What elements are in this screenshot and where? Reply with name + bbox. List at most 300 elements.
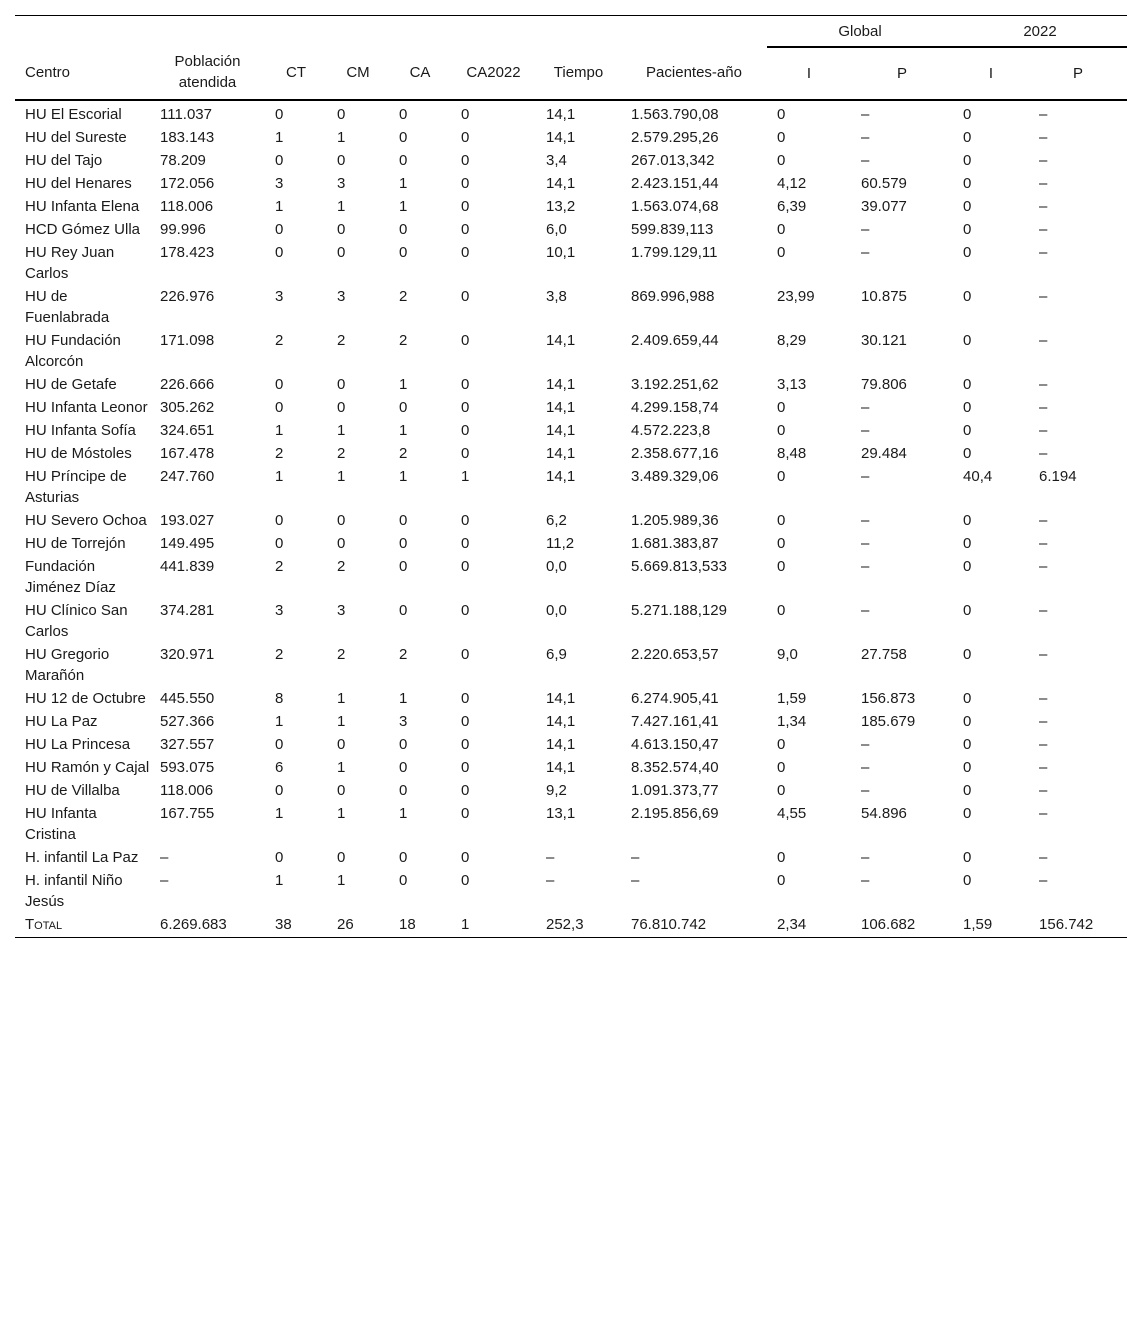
total-pacientes: 76.810.742 [621,913,767,938]
cell-ct: 0 [275,399,284,416]
cell-global-i: 8,29 [777,332,807,349]
cell-pacientes: 599.839,113 [631,221,714,238]
cell-poblacion: 445.550 [160,690,215,707]
cell-pacientes: 1.563.074,68 [631,198,719,215]
table-row [15,599,1127,643]
cell-ca: 0 [399,129,408,146]
table-row [15,241,1127,285]
cell-poblacion: 171.098 [160,332,215,349]
cell-tiempo: 9,2 [546,782,567,799]
data-table [15,15,1127,938]
cell-ca2022: 0 [461,399,470,416]
cell-ct: 1 [275,422,284,439]
group-header-global: Global [767,16,953,48]
cell-ct: 1 [275,805,284,822]
table-row [15,733,1127,756]
cell-centro: HU Fundación Alcorcón [25,332,121,370]
cell-tiempo: – [546,849,555,866]
cell-cm: 1 [337,422,346,439]
cell-ca2022: 0 [461,713,470,730]
table-row [15,532,1127,555]
cell-centro: HU La Princesa [25,736,131,753]
cell-ca2022: 0 [461,175,470,192]
cell-2022-i: 0 [963,332,972,349]
cell-pacientes: 3.489.329,06 [631,468,719,485]
cell-ct: 2 [275,445,284,462]
col-header-2022-i: I [953,47,1029,100]
total-ct: 38 [265,913,327,938]
cell-poblacion: 172.056 [160,175,215,192]
cell-2022-p: – [1039,221,1048,238]
cell-ca2022: 0 [461,221,470,238]
cell-centro: HU La Paz [25,713,98,730]
total-global-i: 2,34 [767,913,851,938]
cell-global-p: 79.806 [861,376,907,393]
table-row [15,373,1127,396]
col-header-ca2022: CA2022 [451,47,536,100]
cell-global-p: – [861,244,870,261]
cell-ca: 0 [399,558,408,575]
cell-tiempo: 14,1 [546,422,576,439]
cell-centro: HU Infanta Cristina [25,805,97,843]
table-row [15,710,1127,733]
cell-pacientes: 2.423.151,44 [631,175,719,192]
cell-2022-i: 0 [963,558,972,575]
cell-poblacion: 178.423 [160,244,215,261]
cell-centro: H. infantil La Paz [25,849,139,866]
cell-2022-i: 0 [963,535,972,552]
cell-2022-i: 0 [963,221,972,238]
col-header-centro: Centro [15,47,150,100]
cell-2022-p: – [1039,602,1048,619]
cell-global-p: 27.758 [861,646,907,663]
cell-ca2022: 0 [461,782,470,799]
cell-pacientes: 4.572.223,8 [631,422,711,439]
cell-cm: 3 [337,175,346,192]
cell-ca: 1 [399,690,408,707]
cell-tiempo: 13,2 [546,198,576,215]
cell-global-i: 9,0 [777,646,798,663]
cell-centro: HU 12 de Octubre [25,690,146,707]
cell-ca2022: 0 [461,152,470,169]
cell-ca: 0 [399,872,408,889]
cell-global-p: – [861,399,870,416]
table-row [15,802,1127,846]
cell-2022-i: 0 [963,512,972,529]
table-row [15,195,1127,218]
cell-2022-p: – [1039,244,1048,261]
cell-tiempo: 14,1 [546,106,576,123]
cell-ca: 0 [399,152,408,169]
cell-pacientes: 5.669.813,533 [631,558,727,575]
cell-ca2022: 0 [461,288,470,305]
cell-2022-i: 40,4 [963,468,993,485]
cell-global-p: – [861,782,870,799]
cell-pacientes: – [631,849,640,866]
cell-global-p: 39.077 [861,198,907,215]
cell-cm: 0 [337,782,346,799]
cell-global-p: – [861,468,870,485]
cell-cm: 1 [337,690,346,707]
cell-global-p: 29.484 [861,445,907,462]
cell-ca2022: 0 [461,332,470,349]
cell-2022-i: 0 [963,805,972,822]
col-header-2022-p: P [1029,47,1127,100]
cell-2022-i: 0 [963,736,972,753]
cell-global-i: 0 [777,422,786,439]
group-header-2022: 2022 [953,16,1127,48]
cell-cm: 0 [337,399,346,416]
cell-centro: HU de Villalba [25,782,120,799]
cell-poblacion: 593.075 [160,759,215,776]
cell-tiempo: 14,1 [546,332,576,349]
cell-tiempo: 14,1 [546,129,576,146]
cell-pacientes: 869.996,988 [631,288,715,305]
cell-poblacion: 118.006 [160,782,214,799]
cell-centro: HU de Torrejón [25,535,126,552]
cell-pacientes: 2.579.295,26 [631,129,719,146]
table-row [15,172,1127,195]
cell-tiempo: 14,1 [546,175,576,192]
cell-global-p: 30.121 [861,332,907,349]
total-poblacion: 6.269.683 [150,913,265,938]
cell-global-i: 0 [777,468,786,485]
cell-2022-p: – [1039,872,1048,889]
cell-global-i: 0 [777,849,786,866]
cell-ct: 1 [275,872,284,889]
header-spacer [15,16,767,48]
cell-poblacion: 441.839 [160,558,215,575]
cell-ca2022: 0 [461,805,470,822]
cell-ca: 0 [399,736,408,753]
table-row [15,846,1127,869]
cell-global-i: 0 [777,399,786,416]
cell-ca2022: 1 [461,468,470,485]
cell-2022-p: – [1039,445,1048,462]
total-tiempo: 252,3 [536,913,621,938]
cell-poblacion: 226.976 [160,288,215,305]
cell-ct: 3 [275,175,284,192]
cell-tiempo: 14,1 [546,445,576,462]
total-2022-p: 156.742 [1029,913,1127,938]
cell-2022-i: 0 [963,129,972,146]
cell-ca: 0 [399,759,408,776]
cell-2022-i: 0 [963,849,972,866]
cell-ca2022: 0 [461,445,470,462]
cell-2022-p: – [1039,535,1048,552]
cell-ca2022: 0 [461,422,470,439]
cell-global-p: – [861,602,870,619]
cell-poblacion: 305.262 [160,399,215,416]
cell-tiempo: 10,1 [546,244,576,261]
table-row [15,756,1127,779]
cell-ca: 1 [399,468,408,485]
cell-2022-i: 0 [963,422,972,439]
cell-tiempo: 14,1 [546,399,576,416]
cell-global-i: 0 [777,558,786,575]
table-body [15,100,1127,938]
cell-2022-p: – [1039,106,1048,123]
cell-global-i: 4,12 [777,175,807,192]
col-header-global-i: I [767,47,851,100]
cell-2022-i: 0 [963,782,972,799]
cell-centro: HU Ramón y Cajal [25,759,150,776]
col-header-cm: CM [327,47,389,100]
cell-2022-p: – [1039,129,1048,146]
cell-ct: 1 [275,713,284,730]
cell-pacientes: 1.681.383,87 [631,535,719,552]
cell-2022-p: – [1039,713,1048,730]
cell-cm: 0 [337,512,346,529]
cell-2022-p: 6.194 [1039,468,1077,485]
cell-cm: 1 [337,872,346,889]
cell-ct: 0 [275,512,284,529]
cell-poblacion: 527.366 [160,713,215,730]
cell-cm: 3 [337,602,346,619]
table-row [15,442,1127,465]
table-row [15,419,1127,442]
cell-ct: 0 [275,152,284,169]
cell-global-p: – [861,221,870,238]
cell-tiempo: 6,0 [546,221,567,238]
cell-tiempo: 0,0 [546,602,567,619]
cell-poblacion: 78.209 [160,152,206,169]
cell-tiempo: 14,1 [546,713,576,730]
cell-cm: 1 [337,805,346,822]
cell-tiempo: 3,8 [546,288,567,305]
cell-global-i: 0 [777,759,786,776]
total-ca2022: 1 [451,913,536,938]
cell-global-i: 0 [777,106,786,123]
cell-2022-p: – [1039,175,1048,192]
cell-global-p: – [861,106,870,123]
cell-centro: HU del Henares [25,175,132,192]
cell-ct: 3 [275,288,284,305]
cell-cm: 0 [337,535,346,552]
cell-poblacion: 111.037 [160,106,212,123]
cell-poblacion: 118.006 [160,198,214,215]
cell-cm: 0 [337,244,346,261]
cell-ca2022: 0 [461,736,470,753]
cell-2022-i: 0 [963,376,972,393]
cell-centro: HU Gregorio Marañón [25,646,110,684]
cell-tiempo: 6,2 [546,512,567,529]
cell-2022-p: – [1039,558,1048,575]
cell-ct: 2 [275,558,284,575]
cell-ct: 0 [275,849,284,866]
cell-ca: 0 [399,399,408,416]
cell-global-i: 0 [777,535,786,552]
cell-2022-p: – [1039,782,1048,799]
cell-ca2022: 0 [461,558,470,575]
cell-pacientes: 2.220.653,57 [631,646,719,663]
cell-cm: 0 [337,849,346,866]
cell-ct: 1 [275,468,284,485]
cell-ct: 0 [275,782,284,799]
cell-centro: HU Infanta Sofía [25,422,136,439]
cell-global-i: 0 [777,129,786,146]
cell-centro: HU Príncipe de Asturias [25,468,127,506]
cell-poblacion: 99.996 [160,221,206,238]
cell-ct: 2 [275,332,284,349]
table-row [15,779,1127,802]
cell-pacientes: 2.409.659,44 [631,332,719,349]
cell-cm: 2 [337,646,346,663]
cell-ca2022: 0 [461,376,470,393]
cell-ct: 0 [275,535,284,552]
cell-global-i: 0 [777,782,786,799]
cell-global-p: – [861,849,870,866]
total-ca: 18 [389,913,451,938]
cell-cm: 0 [337,376,346,393]
cell-global-p: – [861,422,870,439]
cell-ct: 0 [275,376,284,393]
cell-global-i: 23,99 [777,288,815,305]
cell-2022-p: – [1039,198,1048,215]
cell-2022-i: 0 [963,288,972,305]
cell-poblacion: 226.666 [160,376,215,393]
cell-ct: 1 [275,198,284,215]
cell-tiempo: 6,9 [546,646,567,663]
cell-global-i: 1,59 [777,690,807,707]
cell-ct: 2 [275,646,284,663]
cell-centro: HU Rey Juan Carlos [25,244,115,282]
cell-pacientes: 1.563.790,08 [631,106,719,123]
cell-centro: HCD Gómez Ulla [25,221,141,238]
table-row [15,509,1127,532]
cell-2022-i: 0 [963,198,972,215]
cell-tiempo: 14,1 [546,468,576,485]
cell-ca: 0 [399,782,408,799]
cell-tiempo: – [546,872,555,889]
cell-ca: 1 [399,376,408,393]
cell-centro: H. infantil Niño Jesús [25,872,123,910]
table-row [15,126,1127,149]
cell-2022-p: – [1039,759,1048,776]
cell-2022-i: 0 [963,759,972,776]
cell-pacientes: 4.299.158,74 [631,399,719,416]
cell-ct: 6 [275,759,284,776]
cell-ct: 1 [275,129,284,146]
cell-global-p: 156.873 [861,690,916,707]
cell-global-p: 54.896 [861,805,907,822]
cell-cm: 0 [337,736,346,753]
cell-cm: 2 [337,445,346,462]
table-row [15,643,1127,687]
cell-tiempo: 3,4 [546,152,567,169]
cell-tiempo: 14,1 [546,736,576,753]
cell-cm: 3 [337,288,346,305]
cell-ca: 2 [399,445,408,462]
cell-ca2022: 0 [461,759,470,776]
cell-centro: HU de Fuenlabrada [25,288,110,326]
cell-global-p: – [861,872,870,889]
table-row [15,869,1127,913]
cell-global-i: 3,13 [777,376,807,393]
cell-pacientes: 1.091.373,77 [631,782,719,799]
cell-2022-p: – [1039,152,1048,169]
table-row [15,465,1127,509]
cell-ca2022: 0 [461,129,470,146]
table-row [15,149,1127,172]
table-row [15,285,1127,329]
cell-tiempo: 11,2 [546,535,575,552]
col-header-ca: CA [389,47,451,100]
cell-ct: 3 [275,602,284,619]
cell-poblacion: 247.760 [160,468,215,485]
cell-ct: 0 [275,221,284,238]
col-header-tiempo: Tiempo [536,47,621,100]
cell-tiempo: 14,1 [546,376,576,393]
cell-global-p: – [861,759,870,776]
cell-2022-i: 0 [963,399,972,416]
cell-ca: 0 [399,849,408,866]
cell-ca: 2 [399,332,408,349]
cell-centro: Fundación Jiménez Díaz [25,558,116,596]
cell-cm: 2 [337,332,346,349]
cell-2022-p: – [1039,376,1048,393]
cell-cm: 1 [337,713,346,730]
cell-global-p: – [861,129,870,146]
cell-2022-i: 0 [963,872,972,889]
cell-cm: 0 [337,152,346,169]
cell-2022-p: – [1039,690,1048,707]
cell-tiempo: 13,1 [546,805,576,822]
table-row [15,555,1127,599]
cell-ca: 2 [399,288,408,305]
cell-global-p: – [861,535,870,552]
cell-ca: 1 [399,422,408,439]
cell-global-i: 0 [777,244,786,261]
cell-global-i: 4,55 [777,805,807,822]
cell-global-p: 10.875 [861,288,907,305]
cell-global-p: – [861,512,870,529]
table-row [15,329,1127,373]
cell-global-i: 1,34 [777,713,807,730]
cell-2022-i: 0 [963,445,972,462]
cell-cm: 1 [337,198,346,215]
cell-2022-p: – [1039,849,1048,866]
cell-ca2022: 0 [461,646,470,663]
cell-ca: 1 [399,175,408,192]
cell-2022-p: – [1039,805,1048,822]
table-row [15,396,1127,419]
cell-ca2022: 0 [461,849,470,866]
cell-cm: 0 [337,106,346,123]
cell-centro: HU del Sureste [25,129,127,146]
cell-ca: 0 [399,244,408,261]
cell-2022-i: 0 [963,175,972,192]
cell-pacientes: 1.799.129,11 [631,244,718,261]
cell-poblacion: 320.971 [160,646,215,663]
cell-2022-p: – [1039,332,1048,349]
cell-global-i: 0 [777,512,786,529]
cell-poblacion: 193.027 [160,512,215,529]
cell-2022-p: – [1039,422,1048,439]
cell-cm: 1 [337,759,346,776]
cell-pacientes: 7.427.161,41 [631,713,719,730]
cell-2022-p: – [1039,512,1048,529]
cell-pacientes: 2.358.677,16 [631,445,719,462]
cell-ct: 0 [275,106,284,123]
total-label: Total [15,913,150,938]
cell-tiempo: 14,1 [546,759,576,776]
cell-ca: 0 [399,512,408,529]
col-header-poblacion: Población atendida [150,47,265,100]
cell-centro: HU Infanta Elena [25,198,140,215]
cell-centro: HU El Escorial [25,106,122,123]
cell-cm: 0 [337,221,346,238]
